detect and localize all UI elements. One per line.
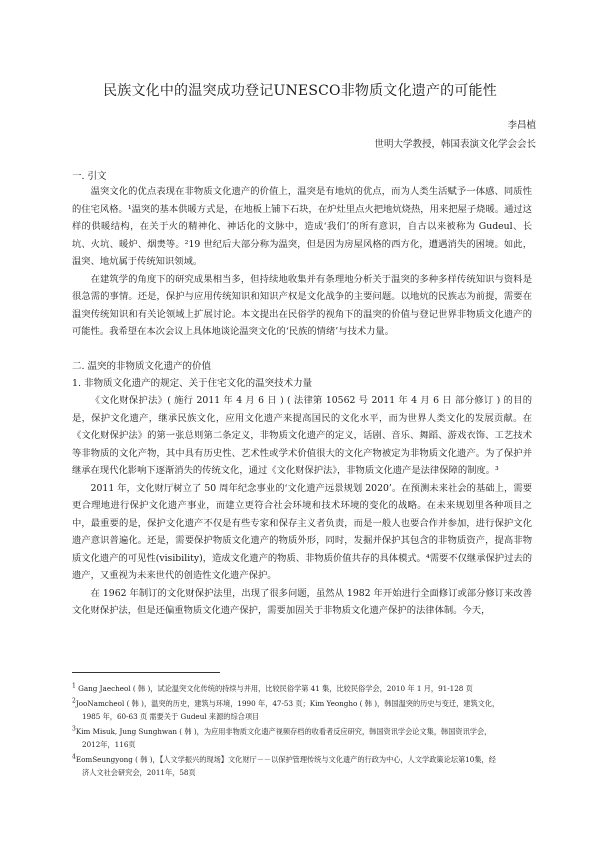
footnote-text: Kim Misuk, Jung Sunghwan ( 韩 )，为应用非物质文化遗产视频存档的收看者反应研究，韩国资讯学会论文集，韩国资讯学会， <box>75 726 492 736</box>
subsection-heading: 1. 非物质文化遗产的规定、关于住宅文化的温突技术力量 <box>72 378 313 389</box>
footnote-mark: 3 <box>72 725 76 733</box>
section-heading-intro: 一. 引文 <box>72 171 107 182</box>
footnotes <box>72 682 534 781</box>
paragraph: 在 1962 年制订的文化财保护法里，出现了很多问题，虽然从 1982 年开始进行全面修订或部分修订来改善文化财保护法，但是还偏重物质文化遗产保护，需要加固关于非物质文化遗产保护的法律体制。今天， <box>72 587 532 616</box>
author-affiliation: 世明大学教授，韩国表演文化学会会长 <box>374 139 536 150</box>
footnote <box>72 682 534 696</box>
section-heading-value: 二. 温突的非物质文化遗产的价值 <box>72 361 212 372</box>
footnote-mark: 2 <box>72 697 76 705</box>
footnote <box>72 697 534 724</box>
footnote-text: Gang Jaecheol ( 韩 )，试论温突文化传统的持续与并用，比较民俗学第 41 集，比较民俗学会，2010 年 1 月，91-128 页 <box>75 684 473 693</box>
footnote-mark: 4 <box>72 753 76 761</box>
footnote-text-cont: 济人文社会研究会，2011年，58页 <box>82 768 196 777</box>
footnote <box>72 753 534 780</box>
paragraph: 2011 年，文化财厅树立了 50 周年纪念事业的‘文化遗产远景规划 2020’。在预测未来社会的基础上，需要更合理地进行保护文化遗产事业，而建立更符合社会环境和技术环境的变化的战略。在未来规划里各种项目之中，最重要的是，保护文化遗产不仅是有些专家和保存主义者负责，而是一般人也要合作并参加，进行保护文化遗产意识普遍化。还是，需要保护物质文化遗产的物质外形，同时，发掘并保护其包含的非物质资产，提高非物质文化遗产的可见性(visibility)，造成文化遗产的物质、非物质价值共存的具体模式。⁴需要不仅继承保护过去的遗产，又重视为未来世代的创造性文化遗产保护。 <box>72 482 532 581</box>
footnote-text-cont: 1985 年，60-63 页 需要关于 Gudeul 来源的综合项目 <box>82 712 260 721</box>
section-value-body <box>72 392 532 620</box>
paragraph: 《文化财保护法》( 施行 2011 年 4 月 6 日 ) ( 法律第 10562 号 2011 年 4 月 6 日 部分修订 ) 的目的是，保护文化遗产，继承民族文化，应用文化遗产来提高国民的文化水平，而为世界人类文化的发展贡献。在《文化财保护法》的第一张总则第二条定义，非物质文化遗产的定义，话剧、音乐、舞蹈、游戏衣饰、工艺技术等非物质的文化产物，其中具有历史性、艺术性或学术价值很大的文化产物被定为非物质文化遗产。为了保护并继承在现代化影响下逐渐消失的传统文化，通过《文化财保护法》，非物质文化遗产是法律保障的制度。³ <box>72 395 532 476</box>
footnote-divider <box>72 672 220 673</box>
paragraph: 在建筑学的角度下的研究成果相当多，但持续地收集并有条理地分析关于温突的多种多样传统知识与资料是很急需的事情。还是，保护与应用传统知识和知识产权是文化战争的主要问题。以地炕的民族志为前提，需要在温突传统知识和有关论领域上扩展讨论。本文提出在民俗学的视角下的温突的价值与登记世界非物质文化遗产的可能性。我希望在本次会议上具体地谈论温突文化的‘民族的情绪’与技术力量。 <box>72 273 532 337</box>
paragraph: 温突文化的优点表现在非物质文化遗产的价值上，温突是有地炕的优点，而为人类生活赋予一体感、同质性的住宅风格。¹温突的基本供暖方式是，在地板上铺下石块，在炉灶里点火把地炕烧热，用来把屋子烧暖。通过这样的供暖结构，在关于火的精神化、神话化的文脉中，造成‘我们’的所有意识，自古以来被称为 Gudeul、长坑、火坑、暖炉、烟㶳等。²19 世纪后大部分称为温突，但是因为房屋风格的西方化，遭遇消失的困境。如此，温突、地炕属于传统知识领域。 <box>72 186 532 267</box>
author-name: 李昌植 <box>507 120 536 131</box>
footnote-mark: 1 <box>72 682 76 690</box>
footnote-text-cont: 2012年，116页 <box>82 740 136 749</box>
footnote <box>72 725 534 752</box>
footnote-text: EomSeungyong ( 韩 )，【人文学振兴的现场】文化财厅－－以保护管理传统与文化遗产的行政为中心，人文学政策论坛第10集，经 <box>75 754 496 764</box>
footnote-text: JooNamcheol ( 韩 )，温突的历史，建筑与环境，1990 年，47-53 页；Kim Yeongho ( 韩 )，韩国温突的历史与变迁，建筑文化， <box>75 698 500 708</box>
section-intro-body <box>72 183 532 341</box>
paper-title: 民族文化中的温突成功登记UNESCO非物质文化遗产的可能性 <box>103 83 497 99</box>
